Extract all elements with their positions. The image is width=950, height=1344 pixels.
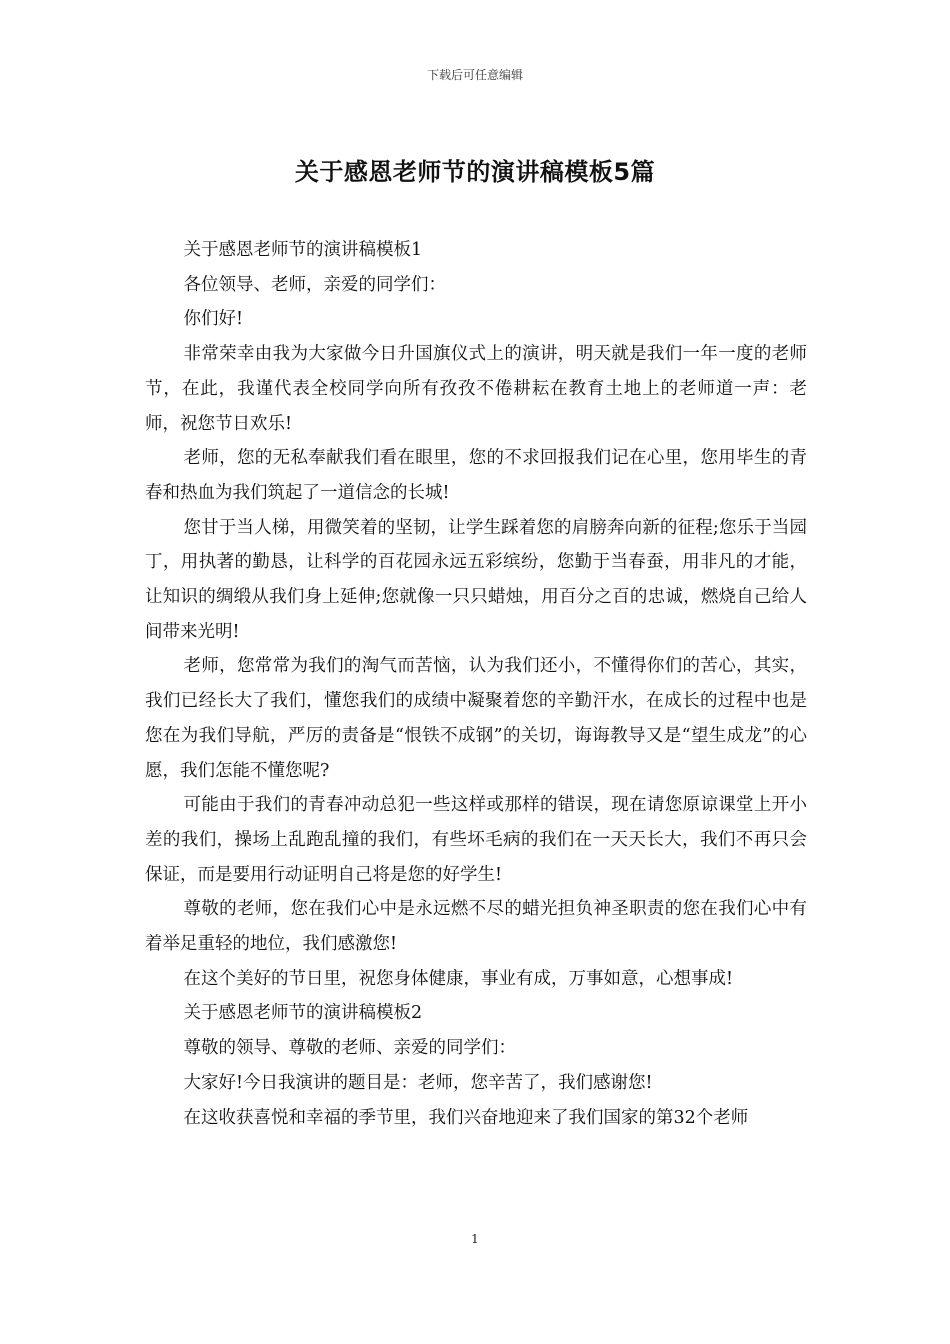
paragraph: 老师，您的无私奉献我们看在眼里，您的不求回报我们记在心里，您用毕生的青春和热血为我们筑起了一道信念的长城! xyxy=(145,448,807,503)
page-number: 1 xyxy=(471,1232,479,1246)
document-title: 关于感恩老师节的演讲稿模板5篇 xyxy=(294,158,656,186)
paragraph: 你们好! xyxy=(183,309,244,330)
paragraph: 您甘于当人梯，用微笑着的坚韧，让学生踩着您的肩膀奔向新的征程;您乐于当园丁，用执著的勤恳，让科学的百花园永远五彩缤纷，您勤于当春蚕，用非凡的才能，让知识的绸缎从我们身上延伸;您就像一只只蜡烛，用百分之百的忠诚，燃烧自己给人间带来光明! xyxy=(145,517,807,642)
paragraph: 各位领导、老师，亲爱的同学们： xyxy=(183,274,446,295)
paragraph: 在这个美好的节日里，祝您身体健康，事业有成，万事如意，心想事成! xyxy=(183,968,734,989)
paragraph: 大家好!今日我演讲的题目是：老师，您辛苦了，我们感谢您! xyxy=(183,1072,653,1093)
paragraph: 在这收获喜悦和幸福的季节里，我们兴奋地迎来了我们国家的第32个老师 xyxy=(183,1107,749,1128)
paragraph: 可能由于我们的青春冲动总犯一些这样或那样的错误，现在请您原谅课堂上开小差的我们，操场上乱跑乱撞的我们，有些坏毛病的我们在一天天长大，我们不再只会保证，而是要用行动证明自己将是您的好学生! xyxy=(145,795,807,885)
paragraph: 尊敬的老师，您在我们心中是永远燃不尽的蜡光担负神圣职责的您在我们心中有着举足重轻的地位，我们感激您! xyxy=(145,899,807,955)
paragraph: 非常荣幸由我为大家做今日升国旗仪式上的演讲，明天就是我们一年一度的老师节，在此，我谨代表全校同学向所有孜孜不倦耕耘在教育土地上的老师道一声：老师，祝您节日欢乐! xyxy=(145,344,807,434)
paragraph: 关于感恩老师节的演讲稿模板2 xyxy=(183,1003,423,1024)
paragraph: 关于感恩老师节的演讲稿模板1 xyxy=(183,240,423,260)
header-note: 下载后可任意编辑 xyxy=(426,68,523,82)
paragraph: 尊敬的领导、尊敬的老师、亲爱的同学们： xyxy=(183,1038,516,1059)
paragraph: 老师，您常常为我们的淘气而苦恼，认为我们还小，不懂得你们的苦心，其实，我们已经长大了我们，懂您我们的成绩中凝聚着您的辛勤汗水，在成长的过程中也是您在为我们导航，严厉的责备是“恨铁不成钢”的关切，诲诲教导又是“望生成龙”的心愿，我们怎能不懂您呢? xyxy=(145,656,807,781)
document-body xyxy=(145,233,807,1135)
